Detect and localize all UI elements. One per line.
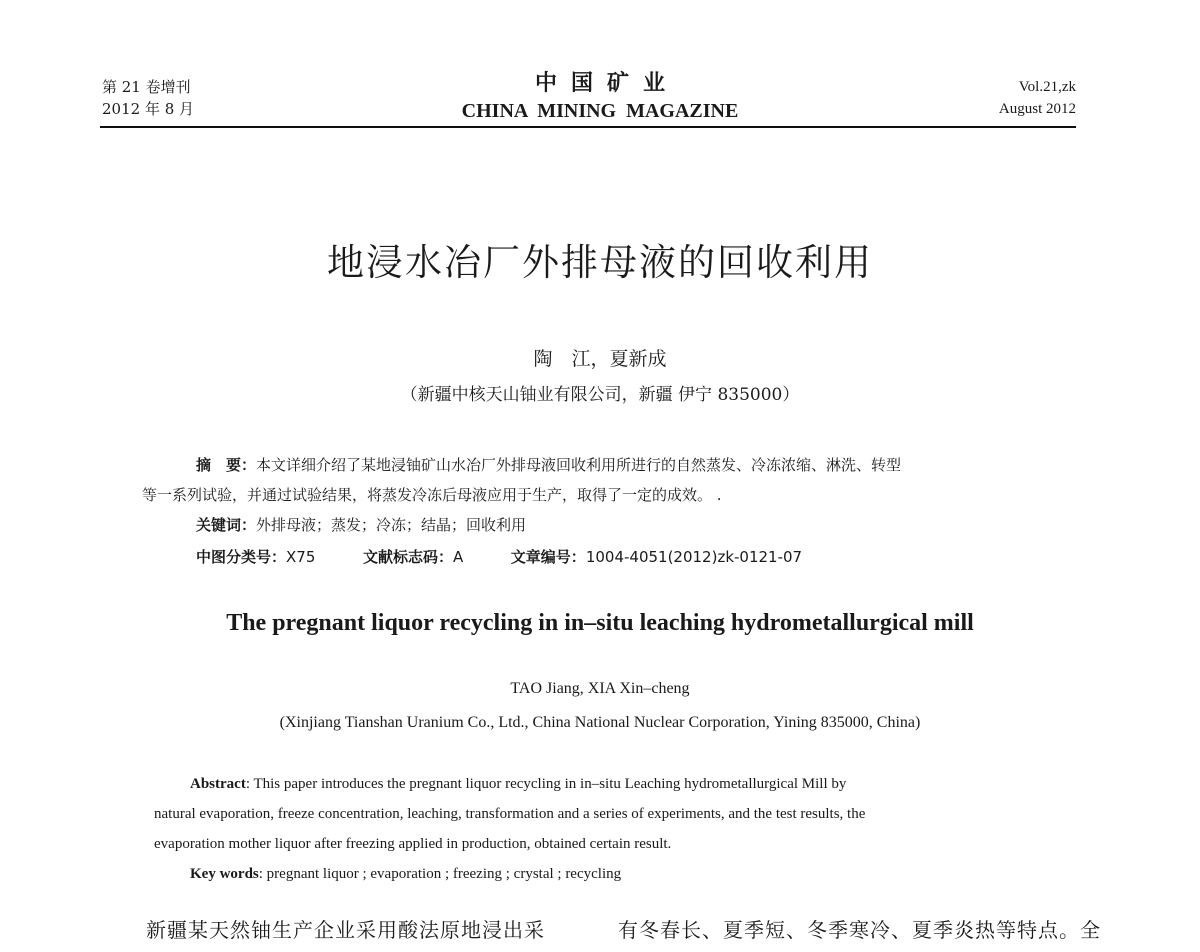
abstract-cn-line1	[196, 452, 901, 478]
keywords-en	[190, 860, 621, 888]
paper-title: 地浸水冶厂外排母液的回收利用	[327, 241, 873, 284]
journal-issue-info-en	[999, 76, 1076, 120]
journal-volume-en: Vol.21,zk	[1018, 79, 1076, 95]
classification-line	[196, 544, 802, 570]
abstract-en-line3: evaporation mother liquor after freezing applied in production, obtained certain result.	[154, 836, 672, 852]
paper-title-en: The pregnant liquor recycling in in–situ leaching hydrometallurgical mill	[226, 610, 974, 636]
header-divider	[100, 126, 1076, 128]
paper-affiliation-en: (Xinjiang Tianshan Uranium Co., Ltd., China National Nuclear Corporation, Yining 835000, China)	[279, 714, 921, 731]
article-number-label: 文章编号：	[510, 548, 586, 566]
paper-affiliation: （新疆中核天山铀业有限公司，新疆 伊宁 835000）	[400, 385, 800, 405]
doc-code-label: 文献标志码：	[362, 548, 453, 566]
journal-volume-cn: 第 21 卷增刊	[102, 78, 191, 96]
article-number-value: 1004-4051(2012)zk-0121-07	[585, 548, 803, 566]
journal-date-cn: 2012 年 8 月	[102, 100, 195, 118]
body-column-left-line1: 新疆某天然铀生产企业采用酸法原地浸出采	[146, 918, 545, 942]
abstract-cn-label: 摘 要：	[196, 456, 257, 474]
journal-name-en: CHINA MINING MAGAZINE	[461, 100, 739, 122]
paper-authors-en: TAO Jiang, XIA Xin–cheng	[510, 680, 690, 697]
clc-label: 中图分类号：	[196, 548, 287, 566]
abstract-en-label: Abstract	[190, 776, 246, 792]
keywords-en-label: Key words	[190, 866, 259, 882]
abstract-en-line1	[190, 770, 846, 798]
clc-value: X75	[286, 548, 316, 566]
abstract-en-line2: natural evaporation, freeze concentration, leaching, transformation and a series of experiments, and the test results, the	[154, 806, 866, 822]
keywords-cn-label: 关键词：	[196, 516, 257, 534]
journal-name-cn: 中国矿业	[534, 71, 679, 96]
journal-date-en: August 2012	[998, 101, 1076, 117]
keywords-en-value: : pregnant liquor ; evaporation ; freezing ; crystal ; recycling	[258, 866, 622, 882]
paper-authors: 陶 江，夏新成	[533, 348, 667, 370]
keywords-cn-value: 外排母液；蒸发；冷冻；结晶；回收利用	[256, 516, 527, 534]
abstract-cn-text1: 本文详细介绍了某地浸铀矿山水冶厂外排母液回收利用所进行的自然蒸发、冷冻浓缩、淋洗、转型	[256, 456, 902, 474]
doc-code-value: A	[452, 548, 464, 566]
keywords-cn	[196, 512, 526, 538]
abstract-en-text1: : This paper introduces the pregnant liquor recycling in in–situ Leaching hydrometallurgical Mill by	[245, 776, 847, 792]
body-column-right-line1: 有冬春长、夏季短、冬季寒冷、夏季炎热等特点。全	[618, 918, 1101, 942]
abstract-cn-line2: 等一系列试验，并通过试验结果，将蒸发冷冻后母液应用于生产，取得了一定的成效。 .	[142, 486, 722, 504]
